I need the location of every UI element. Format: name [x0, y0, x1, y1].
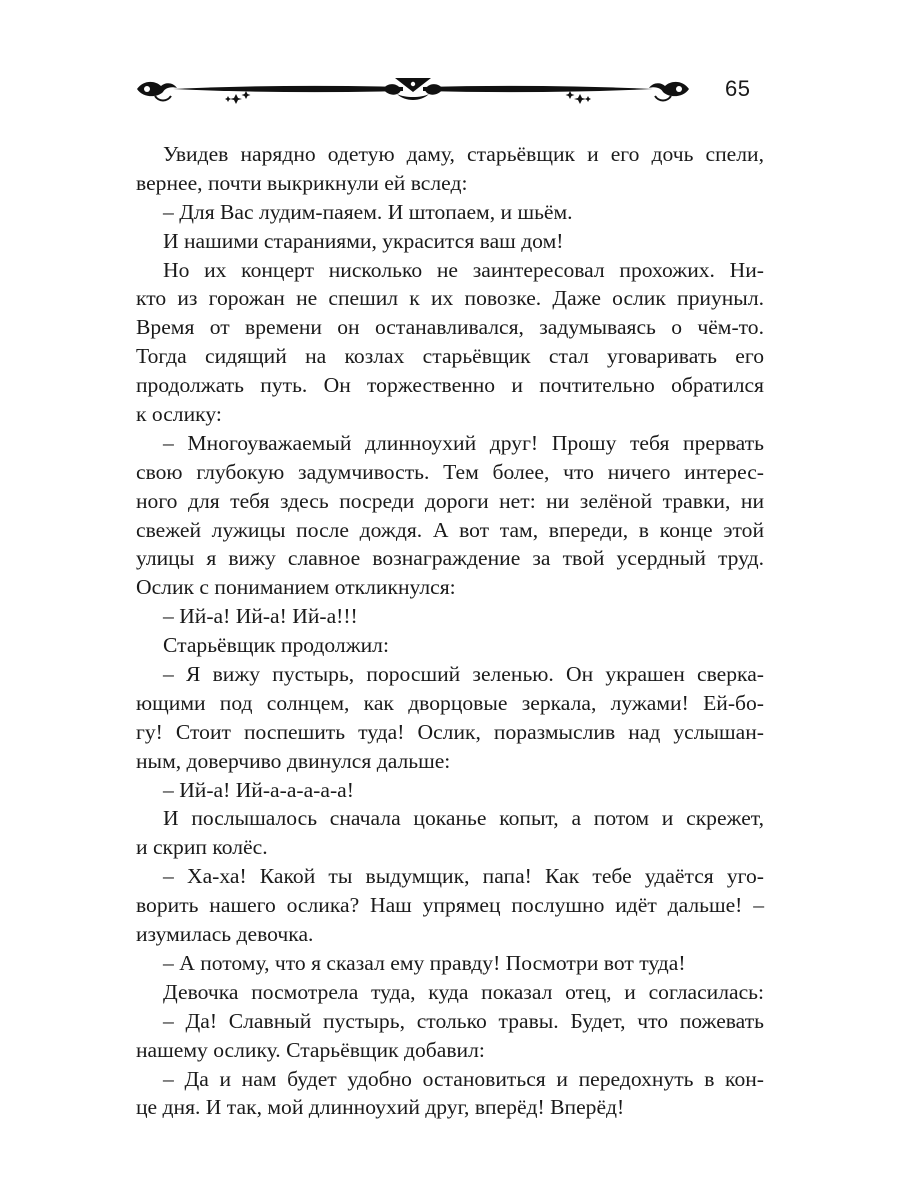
- text-line: – Да! Славный пустырь, столько травы. Будет, что пожевать: [163, 1008, 764, 1033]
- body-text: [136, 140, 764, 1122]
- text-line: – Ха-ха! Какой ты выдумщик, папа! Как тебе удаётся уго-: [163, 864, 764, 889]
- text-line: И нашими стараниями, украсится ваш дом!: [163, 228, 564, 253]
- text-line: изумилась девочка.: [136, 922, 314, 947]
- text-line: и скрип колёс.: [136, 835, 268, 860]
- text-line: гу! Стоит поспешить туда! Ослик, поразмыслив над услышан-: [136, 719, 764, 744]
- text-line: свежей лужицы после дождя. А вот там, впереди, в конце этой: [136, 517, 764, 542]
- text-line: Старьёвщик продолжил:: [163, 633, 389, 658]
- page-number: 65: [725, 76, 751, 101]
- text-line: к ослику:: [136, 402, 222, 427]
- text-line: Девочка посмотрела туда, куда показал отец, и согласилась:: [163, 979, 764, 1004]
- text-line: нашему ослику. Старьёвщик добавил:: [136, 1037, 485, 1062]
- text-line: Но их концерт нисколько не заинтересовал прохожих. Ни-: [163, 257, 764, 282]
- page-header: [133, 68, 773, 112]
- text-line: – Многоуважаемый длинноухий друг! Прошу тебя прервать: [163, 430, 764, 455]
- text-line: Увидев нарядно одетую даму, старьёвщик и его дочь спели,: [163, 142, 764, 166]
- text-line: кто из горожан не спешил к их повозке. Даже ослик приуныл.: [136, 286, 764, 311]
- text-line: – Для Вас лудим-паяем. И штопаем, и шьём.: [163, 199, 573, 224]
- text-line: Ослик с пониманием откликнулся:: [136, 575, 456, 600]
- text-line: – А потому, что я сказал ему правду! Посмотри вот туда!: [163, 950, 686, 975]
- ornament-divider-icon: [133, 72, 693, 106]
- text-line: ворить нашего ослика? Наш упрямец послушно идёт дальше! –: [136, 893, 764, 918]
- text-line: ного для тебя здесь посреди дороги нет: ни зелёной травки, ни: [136, 488, 764, 513]
- text-line: Время от времени он останавливался, задумываясь о чём-то.: [136, 315, 764, 340]
- text-line: – Я вижу пустырь, поросший зеленью. Он украшен сверка-: [163, 662, 764, 687]
- text-line: улицы я вижу славное вознаграждение за твой усердный труд.: [136, 546, 764, 571]
- text-line: Тогда сидящий на козлах старьёвщик стал уговаривать его: [136, 344, 764, 369]
- text-line: – Ий-а! Ий-а-а-а-а-а!: [163, 777, 354, 802]
- text-line: – Да и нам будет удобно остановиться и передохнуть в кон-: [163, 1066, 764, 1091]
- text-line: – Ий-а! Ий-а! Ий-а!!!: [163, 604, 358, 629]
- text-line: ным, доверчиво двинулся дальше:: [136, 748, 451, 773]
- text-line: И послышалось сначала цоканье копыт, а потом и скрежет,: [163, 806, 764, 831]
- text-line: свою глубокую задумчивость. Тем более, что ничего интерес-: [136, 459, 764, 484]
- text-line: це дня. И так, мой длинноухий друг, вперёд! Вперёд!: [136, 1095, 625, 1120]
- text-line: вернее, почти выкрикнули ей вслед:: [136, 170, 468, 195]
- text-line: продолжать путь. Он торжественно и почтительно обратился: [136, 373, 764, 398]
- text-line: ющими под солнцем, как дворцовые зеркала, лужами! Ей-бо-: [136, 690, 764, 715]
